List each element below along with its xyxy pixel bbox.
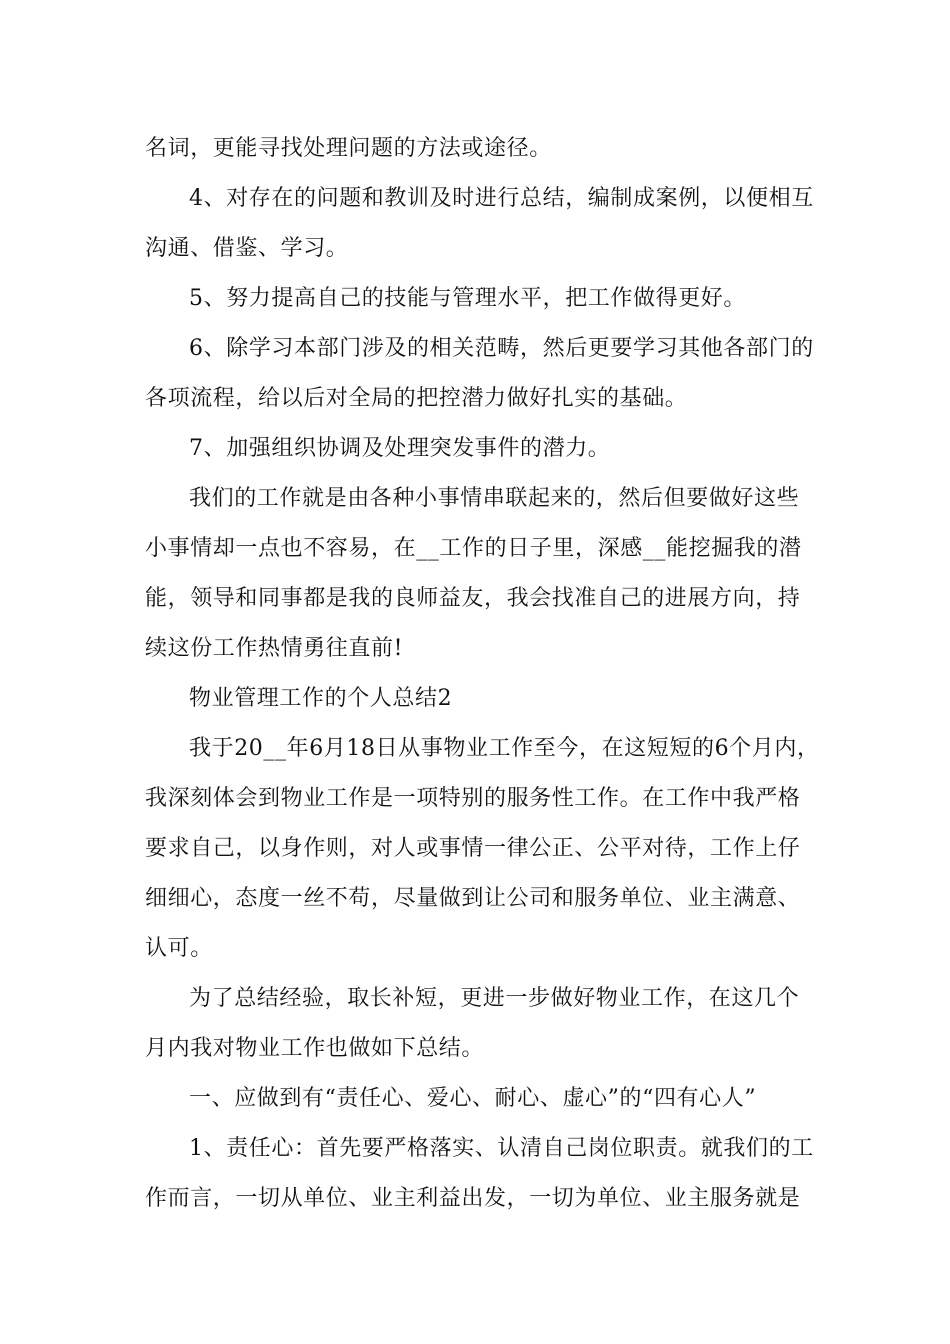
text-line: 1、责任心：首先要严格落实、认清自己岗位职责。就我们的工	[189, 1136, 814, 1161]
text-line: 我们的工作就是由各种小事情串联起来的，然后但要做好这些	[189, 486, 800, 511]
text-line: 能，领导和同事都是我的良师益友，我会找准自己的进展方向，持	[145, 586, 801, 611]
text-line: 名词，更能寻找处理问题的方法或途径。	[145, 136, 552, 161]
text-line: 为了总结经验，取长补短，更进一步做好物业工作，在这几个	[189, 986, 800, 1011]
text-line: 要求自己，以身作则，对人或事情一律公正、公平对待，工作上仔	[145, 836, 801, 861]
text-line: 我于20__年6月18日从事物业工作至今，在这短短的6个月内，	[189, 736, 820, 761]
text-line: 月内我对物业工作也做如下总结。	[145, 1036, 485, 1061]
text-line: 一、应做到有“责任心、爱心、耐心、虚心”的“四有心人”	[189, 1086, 757, 1111]
text-line: 各项流程，给以后对全局的把控潜力做好扎实的基础。	[145, 386, 688, 411]
text-line: 5、努力提高自己的技能与管理水平，把工作做得更好。	[189, 286, 746, 311]
text-line: 作而言，一切从单位、业主利益出发，一切为单位、业主服务就是	[145, 1186, 801, 1211]
text-line: 认可。	[145, 936, 213, 961]
text-line: 7、加强组织协调及处理突发事件的潜力。	[189, 436, 611, 461]
section-heading: 物业管理工作的个人总结2	[189, 686, 453, 711]
text-line: 6、除学习本部门涉及的相关范畴，然后更要学习其他各部门的	[189, 336, 814, 361]
text-line: 续这份工作热情勇往直前!	[145, 636, 404, 661]
text-line: 我深刻体会到物业工作是一项特别的服务性工作。在工作中我严格	[145, 786, 801, 811]
text-line: 沟通、借鉴、学习。	[145, 236, 349, 261]
text-line: 细细心，态度一丝不苟，尽量做到让公司和服务单位、业主满意、	[145, 886, 801, 911]
text-line: 4、对存在的问题和教训及时进行总结，编制成案例，以便相互	[189, 186, 814, 211]
text-line: 小事情却一点也不容易，在__工作的日子里，深感__能挖掘我的潜	[145, 536, 802, 561]
